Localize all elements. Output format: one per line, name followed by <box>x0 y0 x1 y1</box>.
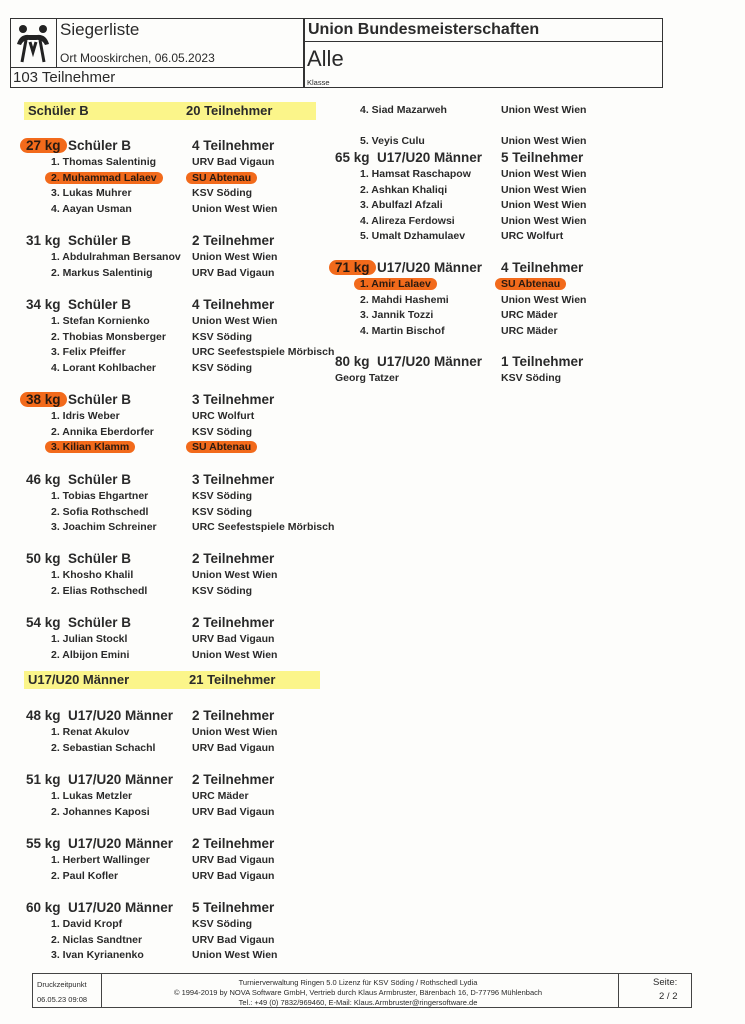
location-date: Ort Mooskirchen, 06.05.2023 <box>60 51 215 65</box>
result-row <box>26 203 346 219</box>
result-row <box>335 168 655 184</box>
category-header <box>335 354 655 372</box>
club-name: KSV Söding <box>192 330 253 343</box>
wrestlers-logo-icon <box>12 22 54 64</box>
category-class: Schüler B <box>68 472 132 487</box>
club-name: Union West Wien <box>501 135 587 147</box>
result-row <box>26 918 346 934</box>
result-row <box>26 521 346 537</box>
wrestler-name: 1. Renat Akulov <box>51 726 130 738</box>
wrestler-name: 2. Albijon Emini <box>51 648 130 661</box>
result-row <box>26 790 346 806</box>
wrestler-name: 5. Veyis Culu <box>360 135 425 147</box>
list-title: Siegerliste <box>60 20 140 39</box>
wrestler-name: 2. Thobias Monsberger <box>51 330 166 343</box>
wrestler-name: 1. Herbert Wallinger <box>51 854 150 866</box>
result-row <box>26 426 346 442</box>
result-row <box>26 806 346 822</box>
footer <box>32 973 692 1008</box>
category-count: 2 Teilnehmer <box>192 772 275 787</box>
wrestler-name: 2. Johannes Kaposi <box>51 805 150 818</box>
club-name: URV Bad Vigaun <box>192 933 275 946</box>
category-class: Schüler B <box>68 297 132 312</box>
wrestler-name: 1. Julian Stockl <box>51 633 128 645</box>
weight-category <box>26 392 346 457</box>
club-name: KSV Söding <box>192 918 253 930</box>
event-divider <box>303 41 662 42</box>
club-name: Union West Wien <box>501 104 587 116</box>
club-name: URV Bad Vigaun <box>192 854 275 866</box>
club-name: KSV Söding <box>192 187 253 199</box>
category-weight: 48 kg <box>26 708 61 723</box>
club-name: URV Bad Vigaun <box>192 156 275 168</box>
result-row <box>26 172 346 188</box>
category-class: Schüler B <box>68 392 132 407</box>
club-name: SU Abtenau <box>186 172 257 184</box>
category-count: 3 Teilnehmer <box>192 392 275 407</box>
wrestler-name: 4. Lorant Kohlbacher <box>51 361 157 374</box>
result-row <box>26 742 346 758</box>
result-row <box>335 309 655 325</box>
wrestler-name: 3. Joachim Schreiner <box>51 521 157 533</box>
weight-category <box>335 260 655 340</box>
category-weight: 71 kg <box>329 260 376 275</box>
wrestler-name: 2. Muhammad Lalaev <box>45 172 163 184</box>
category-header <box>26 392 346 410</box>
wrestler-name: 1. Idris Weber <box>51 410 120 422</box>
event-title: Union Bundesmeisterschaften <box>308 21 540 38</box>
club-name: Union West Wien <box>192 315 278 327</box>
category-class: Schüler B <box>68 551 132 566</box>
wrestler-name: 1. Thomas Salentinig <box>51 156 157 168</box>
result-row <box>26 949 346 965</box>
weight-category <box>26 772 346 821</box>
result-row <box>335 184 655 200</box>
club-name: KSV Söding <box>501 372 562 384</box>
category-count: 3 Teilnehmer <box>192 472 275 487</box>
result-row <box>26 585 346 601</box>
wrestler-name: 2. Markus Salentinig <box>51 266 153 279</box>
result-row <box>26 410 346 426</box>
wrestler-name: Georg Tatzer <box>335 372 399 384</box>
category-class: Schüler B <box>68 615 132 630</box>
result-row <box>26 346 346 362</box>
wrestler-name: 1. Amir Lalaev <box>354 278 437 290</box>
class-value: Alle <box>307 46 344 71</box>
weight-category <box>26 900 346 965</box>
category-count: 2 Teilnehmer <box>192 708 275 723</box>
category-count: 4 Teilnehmer <box>192 297 275 312</box>
result-row <box>335 325 655 341</box>
category-class: U17/U20 Männer <box>68 708 174 723</box>
category-count: 5 Teilnehmer <box>192 900 275 915</box>
category-weight: 46 kg <box>26 472 61 487</box>
result-row <box>26 251 346 267</box>
category-count: 2 Teilnehmer <box>192 233 275 248</box>
result-row <box>26 362 346 378</box>
wrestler-name: 3. Lukas Muhrer <box>51 187 132 199</box>
club-name: URC Seefestspiele Mörbisch <box>192 521 335 533</box>
weight-category <box>26 138 346 218</box>
result-row <box>335 278 655 294</box>
section-banner-u17-u20 <box>24 671 320 689</box>
wrestler-name: 2. Niclas Sandtner <box>51 933 143 946</box>
wrestler-name: 2. Sofia Rothschedl <box>51 505 149 518</box>
wrestler-name: 1. David Kropf <box>51 918 123 930</box>
club-name: URC Mäder <box>501 309 558 321</box>
category-count: 2 Teilnehmer <box>192 615 275 630</box>
weight-category <box>26 551 346 600</box>
wrestler-name: 2. Ashkan Khaliqi <box>360 183 448 196</box>
category-weight: 31 kg <box>26 233 61 248</box>
category-class: U17/U20 Männer <box>377 150 483 165</box>
category-weight: 51 kg <box>26 772 61 787</box>
wrestler-name: 4. Martin Bischof <box>360 324 445 337</box>
category-count: 1 Teilnehmer <box>501 354 584 369</box>
club-name: URV Bad Vigaun <box>192 266 275 279</box>
category-header <box>26 900 346 918</box>
participants-total: 103 Teilnehmer <box>13 69 116 86</box>
wrestler-name: 1. Lukas Metzler <box>51 790 133 802</box>
club-name: URV Bad Vigaun <box>192 869 275 882</box>
result-row <box>335 215 655 231</box>
club-name: Union West Wien <box>192 202 278 215</box>
club-name: KSV Söding <box>192 505 253 518</box>
wrestler-name: 4. Aayan Usman <box>51 202 132 215</box>
section-name: Schüler B <box>28 103 89 118</box>
category-weight: 27 kg <box>20 138 67 153</box>
club-name: Union West Wien <box>501 214 587 227</box>
result-row <box>335 372 655 388</box>
wrestler-name: 3. Kilian Klamm <box>45 441 135 453</box>
wrestler-name: 4. Siad Mazarweh <box>360 104 447 116</box>
weight-category <box>26 708 346 757</box>
category-weight: 50 kg <box>26 551 61 566</box>
section-count: 21 Teilnehmer <box>189 672 276 687</box>
footer-copyright: © 1994-2019 by NOVA Software GmbH, Vertrieb durch Klaus Armbruster, Bärenbach 16, D-77796 Mühlenbach <box>173 988 543 997</box>
wrestler-name: 1. Tobias Ehgartner <box>51 490 149 502</box>
category-weight: 80 kg <box>335 354 370 369</box>
result-row <box>26 331 346 347</box>
category-header <box>26 138 346 156</box>
category-header <box>26 615 346 633</box>
category-count: 4 Teilnehmer <box>192 138 275 153</box>
category-count: 4 Teilnehmer <box>501 260 584 275</box>
club-name: URV Bad Vigaun <box>192 805 275 818</box>
wrestler-name: 1. Abdulrahman Bersanov <box>51 251 181 263</box>
club-name: Union West Wien <box>501 199 587 211</box>
club-name: SU Abtenau <box>495 278 566 290</box>
category-weight: 38 kg <box>20 392 67 407</box>
club-name: KSV Söding <box>192 361 253 374</box>
club-name: URC Wolfurt <box>501 230 564 242</box>
category-header <box>26 297 346 315</box>
category-class: U17/U20 Männer <box>377 354 483 369</box>
result-row <box>26 870 346 886</box>
wrestler-name: 2. Sebastian Schachl <box>51 741 156 754</box>
club-name: Union West Wien <box>192 251 278 263</box>
club-name: Union West Wien <box>501 183 587 196</box>
result-row <box>26 490 346 506</box>
category-weight: 54 kg <box>26 615 61 630</box>
club-name: Union West Wien <box>501 293 587 306</box>
result-row <box>26 156 346 172</box>
category-header <box>26 551 346 569</box>
logo-divider <box>56 18 57 68</box>
category-class: U17/U20 Männer <box>68 836 174 851</box>
category-class: U17/U20 Männer <box>377 260 483 275</box>
result-row <box>26 441 346 457</box>
weight-category <box>335 354 655 388</box>
footer-contact: Tel.: +49 (0) 7832/969460, E-Mail: Klaus.Armbruster@ringersoftware.de <box>238 998 478 1007</box>
weight-category <box>335 150 655 246</box>
print-time: 06.05.23 09:08 <box>37 995 88 1004</box>
wrestler-name: 1. Khosho Khalil <box>51 569 134 581</box>
result-row <box>26 649 346 665</box>
section-name: U17/U20 Männer <box>28 672 130 687</box>
result-row <box>26 633 346 649</box>
category-header <box>26 472 346 490</box>
page-value: 2 / 2 <box>659 991 678 1002</box>
result-row <box>335 294 655 310</box>
club-name: SU Abtenau <box>186 441 257 453</box>
wrestler-name: 1. Stefan Kornienko <box>51 315 150 327</box>
result-row <box>26 267 346 283</box>
result-row <box>26 934 346 950</box>
category-class: U17/U20 Männer <box>68 900 174 915</box>
weight-category <box>26 233 346 282</box>
club-name: KSV Söding <box>192 490 253 502</box>
category-count: 2 Teilnehmer <box>192 551 275 566</box>
section-count: 20 Teilnehmer <box>186 103 273 118</box>
club-name: URC Seefestspiele Mörbisch <box>192 346 335 358</box>
print-box-divider <box>101 974 102 1007</box>
category-header <box>26 708 346 726</box>
wrestler-name: 3. Jannik Tozzi <box>360 309 434 321</box>
club-name: URV Bad Vigaun <box>192 741 275 754</box>
club-name: URV Bad Vigaun <box>192 633 275 645</box>
weight-category <box>26 615 346 664</box>
weight-category <box>26 836 346 885</box>
result-row <box>26 569 346 585</box>
club-name: Union West Wien <box>192 569 278 581</box>
result-row <box>26 187 346 203</box>
wrestler-name: 5. Umalt Dzhamulaev <box>360 230 466 242</box>
wrestler-name: 3. Felix Pfeiffer <box>51 346 126 358</box>
category-weight: 55 kg <box>26 836 61 851</box>
category-header <box>335 150 655 168</box>
result-row <box>335 230 655 246</box>
wrestler-name: 3. Abulfazl Afzali <box>360 199 443 211</box>
wrestler-name: 2. Elias Rothschedl <box>51 584 148 597</box>
result-row <box>335 199 655 215</box>
result-row <box>26 854 346 870</box>
category-weight: 60 kg <box>26 900 61 915</box>
result-row <box>26 726 346 742</box>
club-name: URC Mäder <box>192 790 249 802</box>
category-header <box>26 836 346 854</box>
wrestler-name: 2. Annika Eberdorfer <box>51 425 154 438</box>
result-row <box>335 135 635 151</box>
category-weight: 34 kg <box>26 297 61 312</box>
weight-category <box>26 297 346 377</box>
wrestler-name: 2. Mahdi Hashemi <box>360 293 449 306</box>
class-label: Klasse <box>307 78 330 87</box>
result-row <box>26 315 346 331</box>
club-name: Union West Wien <box>192 949 278 961</box>
club-name: KSV Söding <box>192 584 253 597</box>
result-row <box>26 506 346 522</box>
category-count: 5 Teilnehmer <box>501 150 584 165</box>
club-name: Union West Wien <box>192 648 278 661</box>
result-row <box>335 104 635 120</box>
club-name: KSV Söding <box>192 425 253 438</box>
category-header <box>335 260 655 278</box>
club-name: URC Wolfurt <box>192 410 255 422</box>
category-header <box>26 772 346 790</box>
category-class: Schüler B <box>68 138 132 153</box>
wrestler-name: 4. Alireza Ferdowsi <box>360 214 455 227</box>
page-label: Seite: <box>653 977 678 988</box>
club-name: Union West Wien <box>192 726 278 738</box>
club-name: URC Mäder <box>501 324 558 337</box>
category-weight: 65 kg <box>335 150 370 165</box>
wrestler-name: 2. Paul Kofler <box>51 869 119 882</box>
wrestler-name: 3. Ivan Kyrianenko <box>51 949 144 961</box>
category-count: 2 Teilnehmer <box>192 836 275 851</box>
header-divider <box>10 67 304 68</box>
page-box-divider <box>618 974 619 1007</box>
print-label: Druckzeitpunkt <box>37 980 87 989</box>
weight-category <box>26 472 346 537</box>
section-banner-schueler-b <box>24 102 316 120</box>
wrestler-name: 1. Hamsat Raschapow <box>360 168 471 180</box>
category-class: Schüler B <box>68 233 132 248</box>
category-header <box>26 233 346 251</box>
club-name: Union West Wien <box>501 168 587 180</box>
footer-license: Turnierverwaltung Ringen 5.0 Lizenz für KSV Söding / Rothschedl Lydia <box>238 978 478 987</box>
category-class: U17/U20 Männer <box>68 772 174 787</box>
